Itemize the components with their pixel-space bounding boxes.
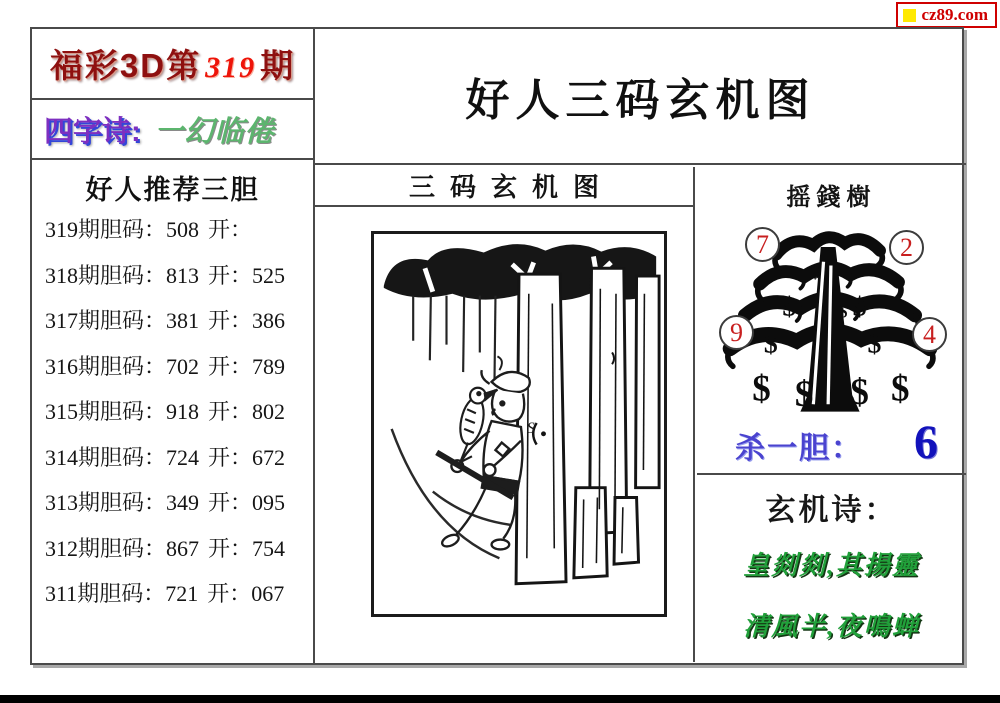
row-open-label: 开：	[208, 490, 253, 515]
kill-dan-row	[697, 416, 966, 469]
svg-text:$: $	[891, 368, 910, 410]
issue-title	[50, 40, 295, 87]
mystery-poem-section	[697, 485, 966, 680]
row-open-label: 开：	[208, 444, 253, 470]
row-open-label: 开：	[208, 353, 253, 379]
site-badge-text: cz89.com	[921, 5, 988, 24]
row-issue: 319	[45, 217, 78, 242]
row-open-value: 095	[252, 490, 286, 515]
center-header: 三码玄机图	[315, 167, 693, 207]
row-dan-label: 期胆码：	[78, 444, 167, 470]
svg-text:$: $	[850, 372, 869, 414]
row-dan-label: 期胆码：	[78, 217, 167, 242]
mystery-illustration	[371, 231, 667, 617]
svg-text:$: $	[763, 328, 778, 360]
badge-square-icon	[903, 9, 916, 22]
chart-frame	[30, 27, 964, 665]
row-issue: 311	[45, 581, 78, 606]
recommendation-row	[45, 350, 313, 396]
recommendation-row	[45, 532, 313, 578]
row-dan-label: 期胆码：	[78, 353, 167, 379]
row-dan-value: 918	[166, 399, 200, 424]
row-open-label: 开：	[208, 217, 253, 242]
recommendation-list	[32, 213, 313, 623]
row-issue: 313	[45, 490, 78, 515]
issue-number: 319	[205, 51, 257, 84]
four-char-poem-text: 一幻临倦	[154, 115, 275, 148]
row-dan-label: 期胆码：	[78, 308, 167, 333]
recommendation-row	[45, 304, 313, 350]
issue-title-prefix: 福彩3D第	[49, 47, 202, 84]
row-dan-value: 381	[166, 308, 200, 333]
page-title: 好人三码玄机图	[465, 76, 816, 125]
row-open-label: 开：	[208, 399, 253, 424]
svg-text:$: $	[867, 328, 882, 360]
row-dan-value: 721	[165, 581, 199, 606]
row-open-value: 789	[252, 353, 286, 379]
left-panel	[32, 29, 315, 663]
tree-number-top-left: 7	[745, 227, 780, 262]
recommendation-title: 好人推荐三胆	[85, 175, 260, 205]
mystery-poem-line-1: 皇剡剡,其揚靈	[743, 551, 920, 580]
row-issue: 314	[45, 444, 78, 470]
svg-text:$: $	[810, 263, 820, 284]
row-issue: 316	[45, 353, 78, 379]
row-open-value: 754	[252, 535, 286, 561]
row-open-value: 672	[252, 444, 286, 470]
row-issue: 312	[45, 535, 78, 561]
center-panel	[315, 167, 695, 662]
issue-title-cell	[32, 29, 313, 100]
row-issue: 315	[45, 399, 78, 424]
row-dan-value: 508	[166, 217, 200, 242]
four-char-poem-label: 四字诗:	[44, 115, 141, 148]
row-open-label: 开：	[208, 308, 253, 333]
svg-text:S: S	[526, 419, 535, 437]
tree-number-mid-left: 9	[719, 315, 754, 350]
right-panel	[697, 167, 966, 662]
mystery-poem-line-2: 清風半,夜鳴蝉	[743, 612, 920, 641]
row-open-value: 525	[252, 262, 286, 288]
row-open-label: 开：	[207, 581, 252, 606]
row-dan-label: 期胆码：	[78, 490, 167, 515]
tree-number-top-right: 2	[889, 230, 924, 265]
four-char-poem-cell	[32, 100, 313, 160]
row-open-value: 386	[252, 308, 286, 333]
svg-text:$: $	[838, 302, 848, 323]
svg-text:$: $	[782, 291, 797, 323]
row-dan-value: 702	[166, 353, 200, 379]
row-dan-value: 813	[166, 262, 200, 288]
row-dan-value: 867	[166, 535, 200, 561]
money-tree-section	[697, 177, 966, 475]
row-open-label: 开：	[208, 535, 253, 561]
svg-text:$: $	[752, 368, 771, 410]
main-title-cell	[315, 29, 966, 165]
bottom-bar	[0, 695, 1000, 703]
row-dan-value: 349	[166, 490, 200, 515]
row-dan-label: 期胆码：	[77, 581, 166, 606]
row-dan-label: 期胆码：	[78, 262, 167, 288]
recommendation-row	[45, 259, 313, 305]
row-open-label: 开：	[208, 262, 253, 288]
recommendation-row	[45, 577, 313, 623]
recommendation-row	[45, 486, 313, 532]
site-badge-link[interactable]	[896, 2, 997, 28]
recommendation-row	[45, 213, 313, 259]
row-issue: 318	[45, 262, 78, 288]
svg-text:$: $	[852, 291, 867, 323]
row-open-value: 802	[252, 399, 286, 424]
row-open-value: 067	[251, 581, 285, 606]
tree-number-mid-right: 4	[912, 317, 947, 352]
woodpecker-man-trees-drawing	[374, 234, 664, 614]
issue-title-suffix: 期	[260, 47, 296, 84]
recommendation-row	[45, 441, 313, 487]
row-dan-value: 724	[166, 444, 200, 470]
money-tree-title: 摇錢樹	[786, 185, 877, 211]
row-dan-label: 期胆码：	[78, 535, 167, 561]
row-issue: 317	[45, 308, 78, 333]
svg-text:$: $	[794, 374, 814, 416]
row-dan-label: 期胆码：	[78, 399, 167, 424]
kill-dan-label: 杀一胆：	[735, 432, 863, 465]
mystery-poem-title: 玄机诗：	[765, 494, 898, 527]
recommendation-row	[45, 395, 313, 441]
kill-dan-value: 6	[914, 416, 938, 469]
